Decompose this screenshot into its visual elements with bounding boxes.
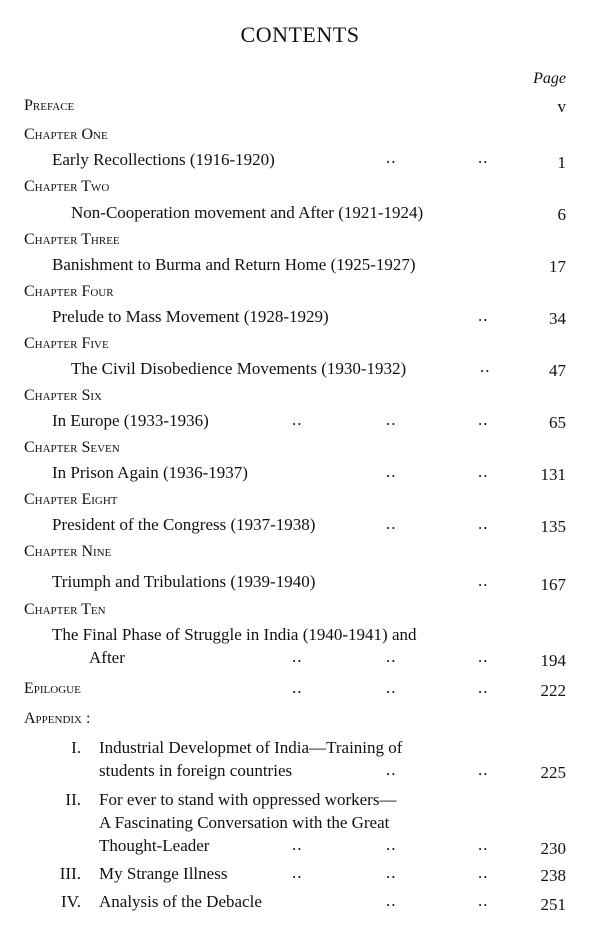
chapter-nine-heading: Chapter Nine	[24, 543, 112, 560]
leader-dots: ..	[386, 891, 397, 910]
appendix-label: Appendix :	[24, 710, 91, 727]
appendix-item-page: 225	[540, 763, 566, 782]
leader-dots: ..	[386, 514, 397, 533]
leader-dots: ..	[478, 647, 489, 666]
appendix-item-page: 251	[540, 895, 566, 914]
chapter-two-page: 6	[557, 205, 566, 224]
chapter-four-title: Prelude to Mass Movement (1928-1929)	[52, 307, 329, 326]
appendix-item-number: III.	[59, 864, 81, 883]
page-column-header: Page	[533, 70, 566, 87]
leader-dots: ..	[478, 306, 489, 325]
appendix-item-title: Analysis of the Debacle	[99, 892, 262, 911]
chapter-four-page: 34	[549, 309, 566, 328]
chapter-nine-title: Triumph and Tribulations (1939-1940)	[52, 572, 316, 591]
chapter-five-heading: Chapter Five	[24, 335, 109, 352]
preface-label: Preface	[24, 97, 75, 114]
chapter-four-heading: Chapter Four	[24, 283, 114, 300]
chapter-one-page: 1	[557, 153, 566, 172]
epilogue-page: 222	[540, 681, 566, 700]
chapter-ten-title-line2: After	[89, 648, 125, 667]
chapter-one-title: Early Recollections (1916-1920)	[52, 150, 275, 169]
leader-dots: ..	[386, 678, 397, 697]
leader-dots: ..	[386, 760, 397, 779]
leader-dots: ..	[478, 760, 489, 779]
chapter-ten-heading: Chapter Ten	[24, 601, 106, 618]
chapter-six-title: In Europe (1933-1936)	[52, 411, 209, 430]
chapter-five-page: 47	[549, 361, 566, 380]
appendix-item-title: My Strange Illness	[99, 864, 228, 883]
leader-dots: ..	[478, 835, 489, 854]
chapter-ten-page: 194	[540, 651, 566, 670]
chapter-nine-page: 167	[540, 575, 566, 594]
chapter-five-title: The Civil Disobedience Movements (1930-1932)	[71, 359, 407, 378]
appendix-item-title: Thought-Leader	[99, 836, 210, 855]
chapter-three-page: 17	[549, 257, 566, 276]
chapter-seven-heading: Chapter Seven	[24, 439, 120, 456]
leader-dots: ..	[386, 462, 397, 481]
chapter-six-heading: Chapter Six	[24, 387, 102, 404]
leader-dots: ..	[292, 863, 303, 882]
appendix-item-number: II.	[65, 790, 81, 809]
appendix-item-title: A Fascinating Conversation with the Great	[99, 813, 390, 832]
leader-dots: ..	[478, 891, 489, 910]
leader-dots: ..	[478, 410, 489, 429]
chapter-eight-page: 135	[540, 517, 566, 536]
appendix-item-title: For ever to stand with oppressed workers—	[99, 790, 397, 809]
chapter-two-heading: Chapter Two	[24, 178, 110, 195]
appendix-item-page: 230	[540, 839, 566, 858]
leader-dots: ..	[386, 647, 397, 666]
leader-dots: ..	[480, 357, 491, 376]
leader-dots: ..	[386, 863, 397, 882]
chapter-three-title: Banishment to Burma and Return Home (1925-1927)	[52, 255, 416, 274]
chapter-seven-page: 131	[540, 465, 566, 484]
leader-dots: ..	[386, 835, 397, 854]
leader-dots: ..	[292, 410, 303, 429]
leader-dots: ..	[478, 148, 489, 167]
appendix-item-title: students in foreign countries	[99, 761, 293, 780]
chapter-one-heading: Chapter One	[24, 126, 108, 143]
leader-dots: ..	[478, 462, 489, 481]
chapter-eight-heading: Chapter Eight	[24, 491, 118, 508]
appendix-item-number: I.	[71, 738, 81, 757]
leader-dots: ..	[386, 148, 397, 167]
leader-dots: ..	[478, 514, 489, 533]
appendix-item-number: IV.	[61, 892, 81, 911]
chapter-ten-title-line1: The Final Phase of Struggle in India (1940-1941) and	[52, 625, 417, 644]
chapter-seven-title: In Prison Again (1936-1937)	[52, 463, 248, 482]
appendix-item-page: 238	[540, 866, 566, 885]
appendix-item-title: Industrial Developmet of India—Training of	[99, 738, 403, 757]
leader-dots: ..	[292, 835, 303, 854]
leader-dots: ..	[478, 678, 489, 697]
page-title: CONTENTS	[240, 22, 360, 47]
preface-page: v	[557, 97, 566, 116]
leader-dots: ..	[386, 410, 397, 429]
leader-dots: ..	[292, 647, 303, 666]
epilogue-label: Epilogue	[24, 680, 81, 697]
chapter-three-heading: Chapter Three	[24, 231, 120, 248]
chapter-eight-title: President of the Congress (1937-1938)	[52, 515, 316, 534]
leader-dots: ..	[478, 571, 489, 590]
leader-dots: ..	[292, 678, 303, 697]
chapter-six-page: 65	[549, 413, 566, 432]
chapter-two-title: Non-Cooperation movement and After (1921-1924)	[71, 203, 424, 222]
leader-dots: ..	[478, 863, 489, 882]
